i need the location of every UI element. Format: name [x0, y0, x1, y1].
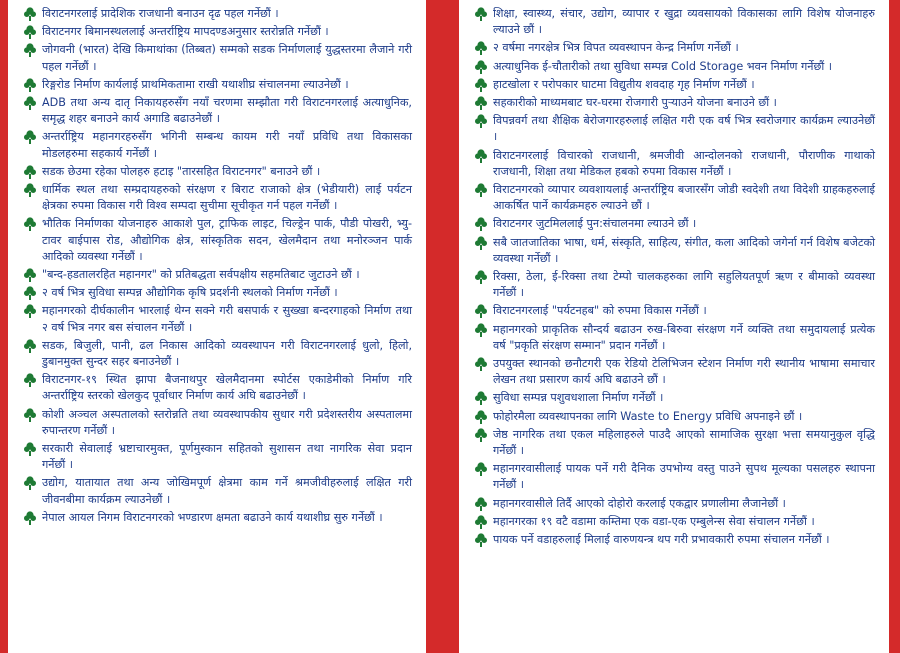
- list-item: [22, 267, 412, 283]
- tree-icon: [23, 130, 37, 144]
- tree-icon: [23, 286, 37, 300]
- tree-icon: [474, 7, 488, 21]
- tree-icon: [23, 304, 37, 318]
- list-item: [22, 407, 412, 439]
- list-item: [22, 303, 412, 335]
- tree-icon: [23, 268, 37, 282]
- list-item: [22, 182, 412, 214]
- list-item-text: सरकारी सेवालाई भ्रष्टाचारमुक्त, पूर्णमुस्कान सहितको सुशासन तथा नागरिक सेवा प्रदान गर्नेछौं ।: [42, 442, 412, 472]
- tree-icon: [23, 43, 37, 57]
- tree-icon: [474, 304, 488, 318]
- tree-icon: [474, 217, 488, 231]
- tree-icon: [474, 497, 488, 511]
- tree-icon: [23, 78, 37, 92]
- tree-icon: [474, 60, 488, 74]
- list-item-text: महानगरका १९ वटै वडामा कम्तिमा एक वडा-एक एम्बुलेन्स सेवा संचालन गर्नेछौं ।: [493, 514, 815, 528]
- right-panel: [459, 0, 889, 653]
- list-item: [473, 148, 875, 180]
- tree-icon: [23, 442, 37, 456]
- list-item-text: कोशी अञ्चल अस्पतालको स्तरोन्नति तथा व्यवस्थापकीय सुधार गरी प्रदेशस्तरीय अस्पतालमा रुपान्तरण गर्नेछौं ।: [42, 407, 412, 437]
- list-item-text: विराटनगर बिमानस्थललाई अन्तर्राष्ट्रिय मापदण्डअनुसार स्तरोन्नति गर्नेछौं ।: [42, 25, 329, 39]
- list-item: [22, 77, 412, 93]
- list-item: [473, 427, 875, 459]
- list-item: [473, 269, 875, 301]
- list-item-text: विराटनगरलाई "पर्यटनहब" को रुपमा विकास गर्नेछौं ।: [493, 304, 707, 318]
- list-item-text: महानगरको प्राकृतिक सौन्दर्य बढाउन रुख-बिरुवा संरक्षण गर्ने व्यक्ति तथा समुदायलाई प्रत्येक वर्ष "प्रकृति संरक्षण सम्मान" प्रदान गर्नेछौं ।: [493, 322, 875, 352]
- list-item-text: नेपाल आयल निगम विराटनगरको भण्डारण क्षमता बढाउने कार्य यथाशीघ्र सुरु गर्नेछौं ।: [42, 510, 383, 524]
- list-item-text: शिक्षा, स्वास्थ्य, संचार, उद्योग, व्यापार र खुद्रा व्यवसायको विकासका लागि विशेष योजनाहरु ल्याउने छौं ।: [493, 7, 875, 37]
- list-item-text: २ वर्ष भित्र सुविधा सम्पन्न औद्योगिक कृषि प्रदर्शनी स्थलको निर्माण गर्नेछौं ।: [42, 286, 338, 300]
- list-item: [473, 235, 875, 267]
- tree-icon: [474, 41, 488, 55]
- list-item: [22, 42, 412, 74]
- list-item: [22, 285, 412, 301]
- list-item: [473, 461, 875, 493]
- list-item-text: विराटनगरलाई विचारको राजधानी, श्रमजीवी आन्दोलनको राजधानी, पौराणीक गाथाको राजधानी, शिक्षा तथा मेडिकल हबको रुपमा विकास गर्नेछौं ।: [493, 148, 875, 178]
- tree-icon: [474, 114, 488, 128]
- list-item: [22, 510, 412, 526]
- list-item-text: फोहोरमैला व्यवस्थापनका लागि Waste to Energy प्रविधि अपनाइने छौं ।: [493, 409, 803, 423]
- tree-icon: [474, 391, 488, 405]
- tree-icon: [23, 183, 37, 197]
- tree-icon: [474, 270, 488, 284]
- list-item: [22, 129, 412, 161]
- list-item-text: पायक पर्ने वडाहरुलाई मिलाई वारुणयन्त्र थप गरी प्रभावकारी रुपमा संचालन गर्नेछौं ।: [493, 533, 830, 547]
- tree-icon: [23, 96, 37, 110]
- list-item-text: उपयुक्त स्थानको छनौटगरी एक रेडियो टेलिभिजन स्टेशन निर्माण गरी स्थानीय भाषामा समाचार लेखन तथा प्रसारण कार्य अघि बढाउने छौं ।: [493, 357, 875, 387]
- list-item: [473, 113, 875, 145]
- list-item-text: विराटनगर जुटमिललाई पुन:संचालनमा ल्याउने छौं ।: [493, 217, 697, 231]
- list-item: [22, 24, 412, 40]
- list-item-text: सडक छेउमा रहेका पोलहरु हटाइ "तारसहित विराटनगर" बनाउने छौं ।: [42, 164, 321, 178]
- list-item: [473, 59, 875, 75]
- list-item-text: सडक, बिजुली, पानी, ढल निकास आदिको व्यवस्थापन गरी विराटनगरलाई धुलो, हिलो, डुबानमुक्त सुन्दर सहर बनाउनेछौं ।: [42, 338, 412, 369]
- tree-icon: [474, 515, 488, 529]
- list-item-text: सहकारीको माध्यमबाट घर-घरमा रोजगारी पुर्‍याउने योजना बनाउने छौं ।: [493, 96, 777, 110]
- list-item: [22, 6, 412, 22]
- tree-icon: [474, 533, 488, 547]
- tree-icon: [474, 183, 488, 197]
- tree-icon: [23, 25, 37, 39]
- tree-icon: [23, 476, 37, 490]
- list-item: [473, 322, 875, 354]
- tree-icon: [23, 7, 37, 21]
- list-item: [473, 6, 875, 38]
- tree-icon: [23, 373, 37, 387]
- list-item-text: महानगरवासीलाई पायक पर्ने गरी दैनिक उपभोग्य वस्तु पाउने सुपथ मूल्यका पसलहरु स्थापना गर्नेछौं ।: [493, 462, 875, 492]
- list-item: [22, 216, 412, 265]
- tree-icon: [474, 96, 488, 110]
- list-item-text: जेष्ठ नागरिक तथा एकल महिलाहरुले पाउदै आएको सामाजिक सुरक्षा भत्ता समयानुकुल वृद्धि गर्नेछौं ।: [493, 427, 875, 458]
- list-item-text: धार्मिक स्थल तथा सम्प्रदायहरुको संरक्षण र बिराट राजाको क्षेत्र (भेडीयारी) लाई पर्यटन क्षेत्रका रुपमा विकास गरी विश्व सम्पदा सुचीमा सूचीकृत गर्न पहल गर्नेछौं ।: [42, 183, 412, 213]
- list-item-text: विराटनगरलाई प्रादेशिक राजधानी बनाउन दृढ पहल गर्नेछौं ।: [42, 7, 279, 20]
- list-item: [22, 338, 412, 370]
- list-item: [473, 390, 875, 406]
- list-item-text: महानगरवासीले तिर्दै आएको दोहोरो करलाई एकद्वार प्रणालीमा लैजानेछौं ।: [493, 496, 786, 510]
- list-item: [473, 40, 875, 56]
- list-item-text: ADB तथा अन्य दातृ निकायहरुसँग नयाँ चरणमा सम्झौता गरी विराटनगरलाई अत्याधुनिक, समृद्ध शहर बनाउने कार्य अगाडि बढाउनेछौं ।: [42, 96, 412, 126]
- list-item: [473, 496, 875, 512]
- tree-icon: [474, 357, 488, 371]
- list-item: [473, 514, 875, 530]
- tree-icon: [474, 462, 488, 476]
- list-item-text: विपन्नवर्ग तथा शैक्षिक बेरोजगारहरुलाई लक्षित गरी एक वर्ष भित्र स्वरोजगार कार्यक्रम ल्याउनेछौं ।: [493, 114, 875, 144]
- list-item-text: विराटनगर-१९ स्थित झापा बैजनाथपुर खेलमैदानमा स्पोर्टस एकाडेमीको निर्माण गरि अन्तर्राष्ट्रिय स्तरको खेलकुद पूर्वाधार निर्माण कार्य अघि बढाउनेछौं ।: [42, 373, 412, 403]
- list-item-text: महानगरको दीर्घकालीन भारलाई थेग्न सक्ने गरी बसपार्क र सुख्खा बन्दरगाहको निर्माण तथा २ वर्ष भित्र नगर बस संचालन गर्नेछौं ।: [42, 304, 412, 334]
- list-item-text: भौतिक निर्माणका योजनाहरु आकाशे पुल, ट्राफिक लाइट, चिल्ड्रेन पार्क, पौडी पोखरी, भ्यु-टावर बाईपास रोड, औद्योगिक क्षेत्र, सांस्कृतिक सदन, खेलमैदान तथा मनोरञ्जन पार्क आदिको व्यवस्था गर्नेछौं ।: [42, 217, 412, 263]
- list-item: [22, 441, 412, 473]
- list-item: [22, 95, 412, 127]
- tree-icon: [23, 511, 37, 525]
- list-item: [473, 216, 875, 232]
- list-item: [473, 182, 875, 214]
- list-item-text: २ वर्षमा नगरक्षेत्र भित्र विपत व्यवस्थापन केन्द्र निर्माण गर्नेछौं ।: [493, 41, 739, 55]
- list-item: [473, 95, 875, 111]
- list-item-text: रिङ्गरोड निर्माण कार्यलाई प्राथमिकतामा राखी यथाशीघ्र संचालनमा ल्याउनेछौं ।: [42, 77, 349, 91]
- tree-icon: [23, 339, 37, 353]
- list-item-text: रिक्सा, ठेला, ई-रिक्सा तथा टेम्पो चालकहरुका लागि सहुलियतपूर्ण ऋण र बीमाको व्यवस्था गर्नेछौं ।: [493, 270, 875, 300]
- tree-icon: [474, 236, 488, 250]
- tree-icon: [474, 149, 488, 163]
- tree-icon: [23, 165, 37, 179]
- list-item: [473, 303, 875, 319]
- list-item: [22, 475, 412, 507]
- tree-icon: [474, 78, 488, 92]
- list-item-text: अन्तर्राष्ट्रिय महानगरहरुसँग भगिनी सम्बन्ध कायम गरी नयाँ प्रविधि तथा विकासका मोडलहरुमा सहकार्य गर्नेछौं ।: [42, 130, 412, 160]
- list-item-text: "बन्द-हडतालरहित महानगर" को प्रतिबद्धता सर्वपक्षीय सहमतिबाट जुटाउने छौं ।: [42, 268, 360, 282]
- tree-icon: [474, 410, 488, 424]
- list-item-text: सुविधा सम्पन्न पशुवधशाला निर्माण गर्नेछौं ।: [493, 391, 664, 405]
- tree-icon: [474, 323, 488, 337]
- tree-icon: [23, 217, 37, 231]
- tree-icon: [23, 408, 37, 422]
- list-item-text: सबै जातजातिका भाषा, धर्म, संस्कृति, साहित्य, संगीत, कला आदिको जगेर्ना गर्न विशेष बजेटको व्यवस्था गर्नेछौं ।: [493, 235, 875, 265]
- list-item-text: जोगवनी (भारत) देखि किमाथांका (तिब्बत) सम्मको सडक निर्माणलाई युद्धस्तरमा लैजाने गरी पहल गर्नेछौं ।: [42, 43, 412, 73]
- list-item: [22, 372, 412, 404]
- list-item: [22, 164, 412, 180]
- list-item: [473, 77, 875, 93]
- list-item: [473, 409, 875, 425]
- tree-icon: [474, 428, 488, 442]
- list-item-text: अत्याधुनिक ई-चौतारीको तथा सुविधा सम्पन्न Cold Storage भवन निर्माण गर्नेछौं ।: [493, 59, 833, 73]
- list-item: [473, 532, 875, 548]
- list-item: [473, 356, 875, 388]
- list-item-text: विराटनगरको व्यापार व्यवशायलाई अन्तर्राष्ट्रिय बजारसँग जोडी स्वदेशी तथा विदेशी ग्राहकहरुलाई आकर्षित पार्ने कार्यक्रमहरु ल्याउने छौं ।: [493, 183, 875, 213]
- list-item-text: उद्योग, यातायात तथा अन्य जोखिमपूर्ण क्षेत्रमा काम गर्ने श्रमजीवीहरुलाई लक्षित गरी जीवनबीमा कार्यक्रम ल्याउनेछौं ।: [42, 476, 412, 506]
- list-item-text: हाटखोला र परोपकार घाटमा विद्युतीय शवदाह गृह निर्माण गर्नेछौं ।: [493, 77, 755, 91]
- left-panel: [8, 0, 426, 653]
